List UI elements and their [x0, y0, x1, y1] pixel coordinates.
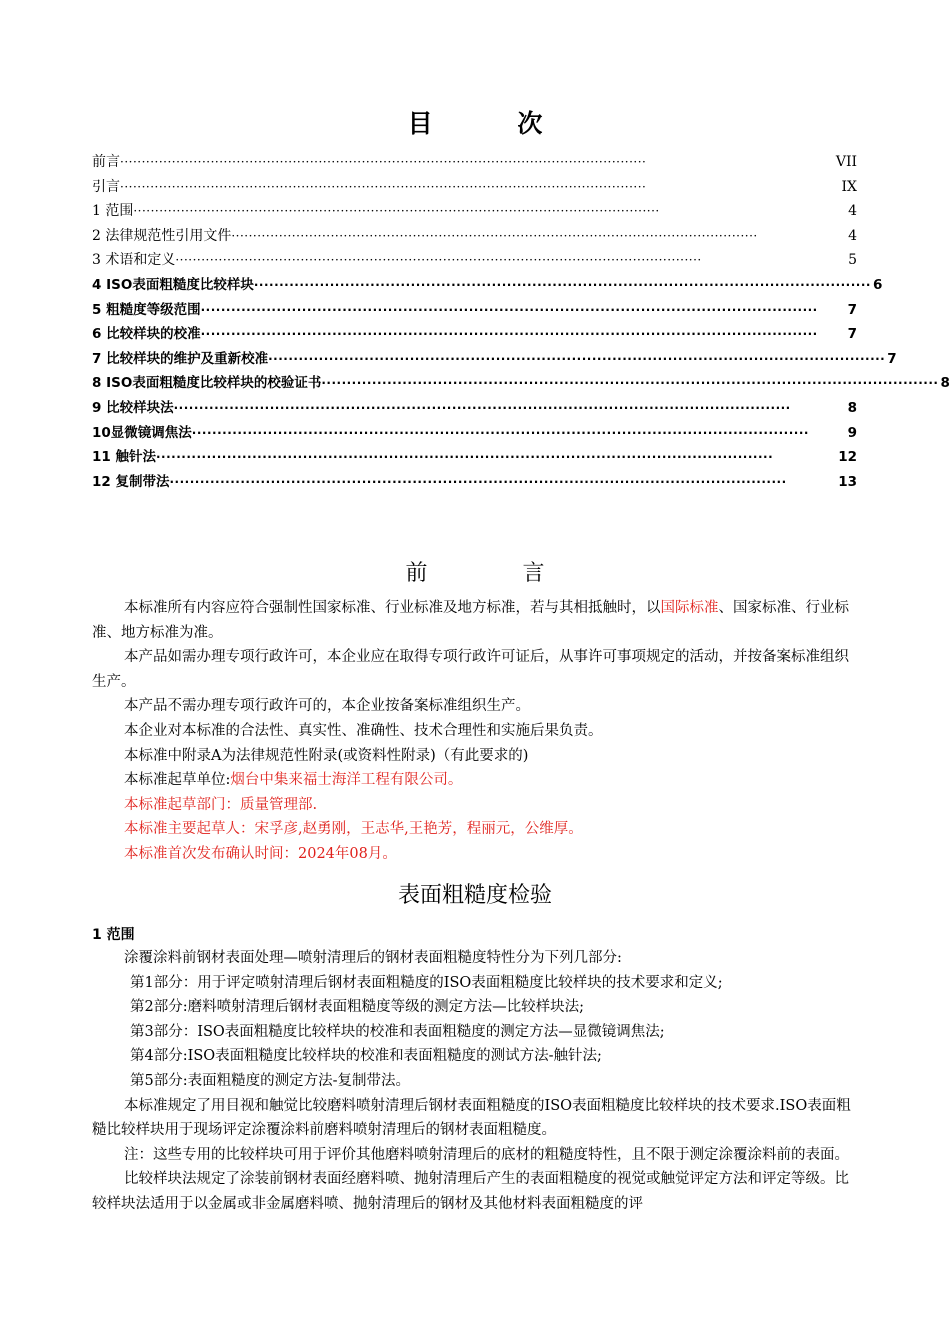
- section-heading: 1 范围: [92, 927, 135, 943]
- toc-entry[interactable]: [92, 175, 857, 200]
- foreword-text: 本标准起草单位:: [124, 772, 231, 789]
- toc-entry-page: 12: [838, 449, 857, 466]
- toc-leader-dots: ··························································································································: [169, 474, 787, 489]
- toc-entry[interactable]: [92, 396, 857, 421]
- drafting-unit: 烟台中集来福士海洋工程有限公司。: [230, 772, 463, 789]
- toc-entry-title: 8 ISO表面粗糙度比较样块的校验证书: [92, 375, 322, 392]
- document-title: 表面粗糙度检验: [397, 883, 552, 908]
- toc-entry[interactable]: [92, 470, 857, 495]
- main-drafters: 本标准主要起草人：宋孚彦,赵勇刚，王志华,王艳芳，程丽元，公维厚。: [124, 821, 583, 838]
- toc-entry-title: 6 比较样块的校准: [92, 326, 201, 343]
- toc-leader-dots: ··························································································································: [231, 228, 758, 243]
- foreword-text: 、国家标准、行业标准、地方标准为准。: [92, 600, 849, 641]
- foreword-paragraph: [92, 768, 860, 793]
- toc-entry-page: 9: [847, 424, 857, 441]
- toc-entry-page: 6: [872, 276, 883, 293]
- toc-entry-page: 5: [848, 252, 857, 269]
- part-item: 第2部分:磨料喷射清理后钢材表面粗糙度等级的测定方法—比较样块法;: [130, 999, 584, 1016]
- section-paragraph: 比较样块法规定了涂装前钢材表面经磨料喷、抛射清理后产生的表面粗糙度的视觉或触觉评定方法和评定等级。比较样块法适用于以金属或非金属磨料喷、抛射清理后的钢材及其他材料表面粗糙度的评: [92, 1171, 849, 1212]
- toc-entry-title: 10显微镜调焦法: [92, 424, 192, 441]
- toc-leader-dots: ··························································································································: [133, 204, 660, 219]
- toc-entry-page: 4: [848, 227, 857, 244]
- foreword-paragraph: 本企业对本标准的合法性、真实性、准确性、技术合理性和实施后果负责。: [124, 722, 603, 739]
- section-paragraph: 涂覆涂料前钢材表面处理—喷射清理后的钢材表面粗糙度特性分为下列几部分:: [124, 950, 622, 966]
- part-item: 第4部分:ISO表面粗糙度比较样块的校准和表面粗糙度的测试方法-触针法;: [130, 1048, 602, 1065]
- toc-entry-page: 7: [887, 350, 897, 367]
- toc-entry-title: 2 法律规范性引用文件: [92, 227, 232, 244]
- toc-entry-title: 3 术语和定义: [92, 252, 176, 269]
- toc-entry-title: 9 比较样块法: [92, 399, 174, 416]
- toc-leader-dots: ··························································································································: [120, 179, 647, 194]
- part-item: 第1部分：用于评定喷射清理后钢材表面粗糙度的ISO表面粗糙度比较样块的技术要求和定义;: [130, 974, 723, 991]
- toc-leader-dots: ··························································································································: [200, 327, 818, 342]
- toc-entry-page: 8: [940, 375, 950, 392]
- toc-leader-dots: ··························································································································: [175, 253, 702, 268]
- toc-entry-page: 4: [848, 203, 857, 220]
- toc-entry[interactable]: [92, 371, 950, 396]
- toc-entry-page: 8: [847, 399, 857, 416]
- toc-entry-page: 13: [838, 473, 857, 490]
- foreword-text: 本标准所有内容应符合强制性国家标准、行业标准及地方标准，若与其相抵触时，以: [124, 600, 661, 616]
- toc-entry[interactable]: [92, 273, 883, 298]
- toc-entry-page: 7: [847, 301, 857, 318]
- table-of-contents: [92, 150, 950, 494]
- toc-leader-dots: ··························································································································: [253, 277, 871, 292]
- foreword-highlight: 国际标准: [660, 600, 719, 616]
- part-item: 第3部分：ISO表面粗糙度比较样块的校准和表面粗糙度的测定方法—显微镜调焦法;: [130, 1023, 665, 1040]
- toc-entry[interactable]: [92, 248, 857, 273]
- toc-leader-dots: ··························································································································: [200, 302, 818, 317]
- toc-leader-dots: ··························································································································: [191, 425, 809, 440]
- toc-entry[interactable]: [92, 322, 857, 347]
- drafting-department: 本标准起草部门：质量管理部.: [124, 796, 318, 813]
- toc-leader-dots: ··························································································································: [120, 155, 647, 169]
- toc-entry[interactable]: [92, 199, 857, 224]
- foreword-paragraph: 本产品不需办理专项行政许可的，本企业按备案标准组织生产。: [124, 698, 530, 715]
- toc-entry-title: 引言: [92, 178, 120, 195]
- toc-entry[interactable]: [92, 421, 857, 446]
- section-paragraph: 本标准规定了用目视和触觉比较磨料喷射清理后钢材表面粗糙度的ISO表面粗糙度比较样块的技术要求.ISO表面粗糙比较样块用于现场评定涂覆涂料前磨料喷射清理后的钢材表面粗糙度。: [92, 1097, 851, 1139]
- toc-leader-dots: ··························································································································: [268, 351, 886, 366]
- foreword-body: [92, 596, 860, 867]
- toc-entry-title: 11 触针法: [92, 449, 156, 466]
- foreword-paragraph: [92, 596, 860, 645]
- toc-entry[interactable]: [92, 150, 857, 175]
- note-paragraph: 注：这些专用的比较样块可用于评价其他磨料喷射清理后的底材的粗糙度特性，且不限于测定涂覆涂料前的表面。: [124, 1146, 849, 1163]
- toc-entry-page: VII: [835, 154, 857, 170]
- toc-entry-title: 前言: [92, 154, 120, 170]
- toc-entry-page: IX: [841, 178, 857, 195]
- foreword-paragraph: 本标准中附录A为法律规范性附录(或资料性附录)（有此要求的): [124, 747, 529, 764]
- toc-leader-dots: ··························································································································: [173, 400, 791, 415]
- toc-entry[interactable]: [92, 445, 857, 470]
- foreword-paragraph: 本产品如需办理专项行政许可，本企业应在取得专项行政许可证后，从事许可事项规定的活动，并按备案标准组织生产。: [92, 649, 849, 690]
- toc-entry-title: 5 粗糙度等级范围: [92, 301, 201, 318]
- toc-entry-title: 7 比较样块的维护及重新校准: [92, 350, 269, 367]
- foreword-heading: 前 言: [405, 561, 589, 586]
- part-item: 第5部分:表面粗糙度的测定方法-复制带法。: [130, 1072, 411, 1089]
- toc-leader-dots: ··························································································································: [321, 376, 939, 391]
- section-body: [92, 946, 860, 1217]
- toc-leader-dots: ··························································································································: [156, 450, 774, 465]
- toc-entry-title: 4 ISO表面粗糙度比较样块: [92, 276, 254, 293]
- toc-title: 目 次: [407, 109, 581, 138]
- toc-entry[interactable]: [92, 347, 897, 372]
- toc-entry[interactable]: [92, 298, 857, 323]
- release-date: 本标准首次发布确认时间：2024年08月。: [124, 845, 397, 862]
- toc-entry-title: 12 复制带法: [92, 473, 170, 490]
- toc-entry[interactable]: [92, 224, 857, 249]
- toc-entry-page: 7: [847, 326, 857, 343]
- toc-entry-title: 1 范围: [92, 203, 134, 220]
